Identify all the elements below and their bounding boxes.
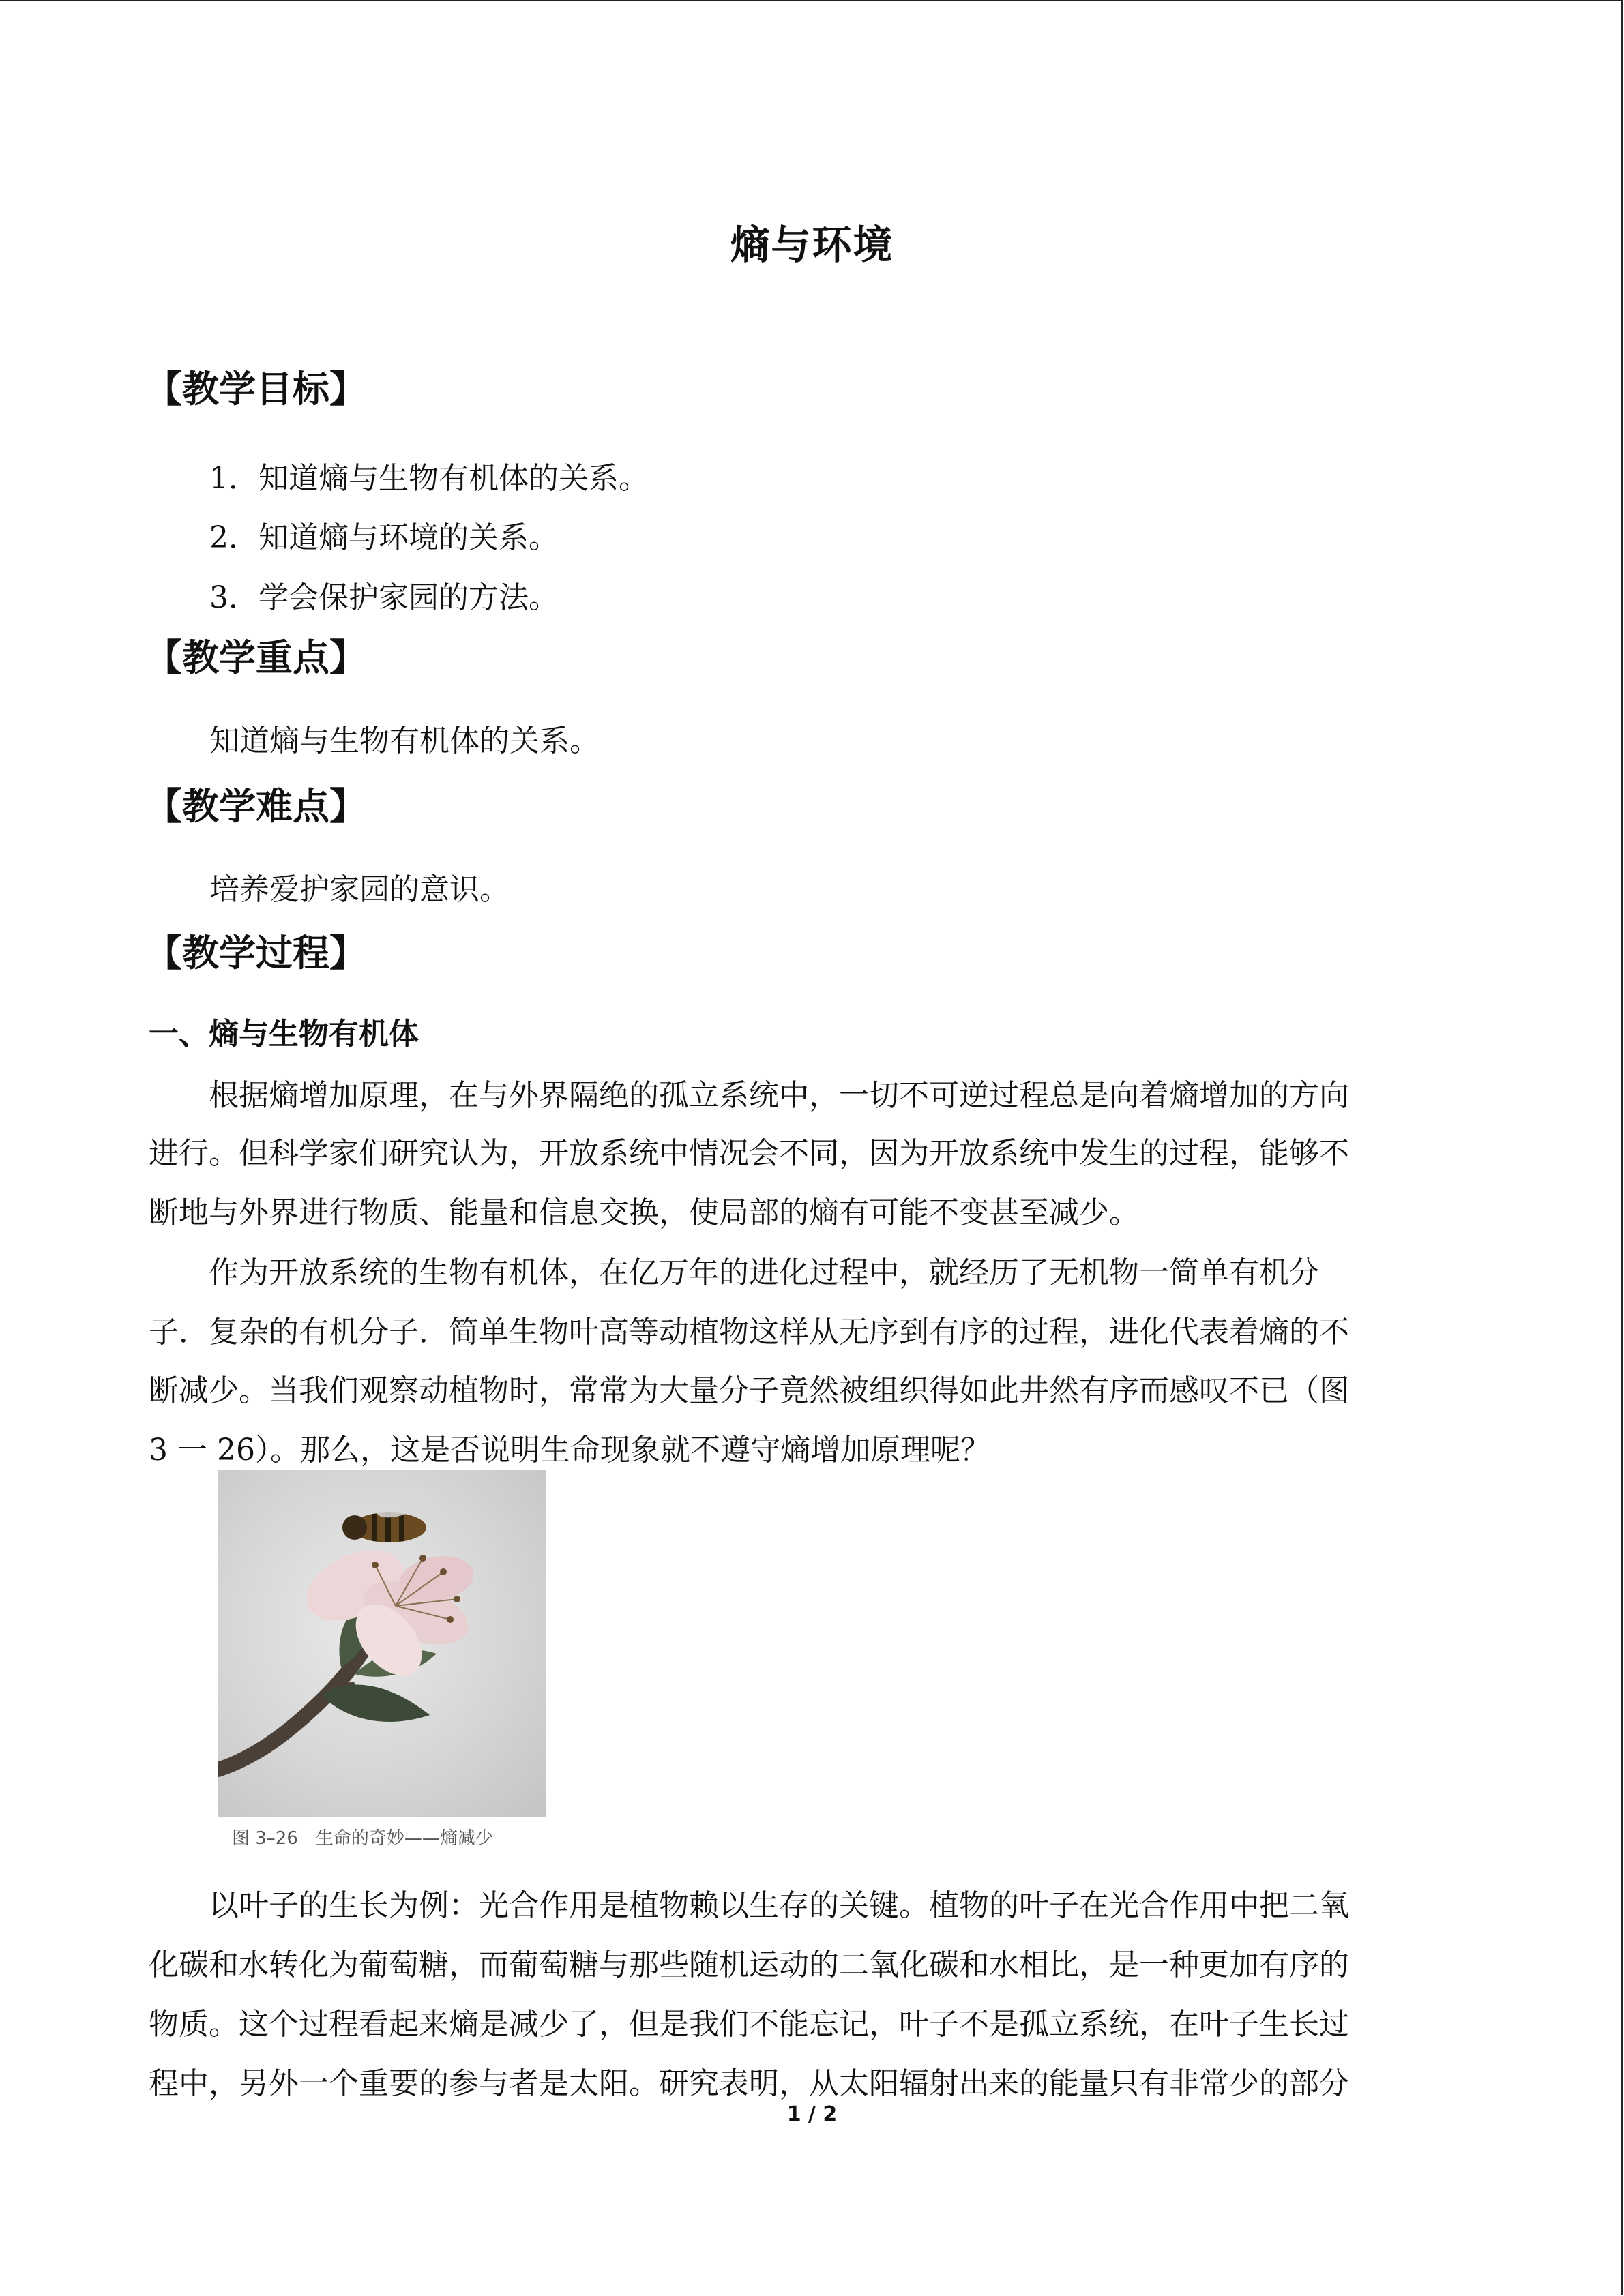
process-heading: 【教学过程】: [145, 931, 366, 974]
paragraph-1-line-1: 根据熵增加原理，在与外界隔绝的孤立系统中，一切不可逆过程总是向着熵增加的方向: [149, 1078, 1349, 1113]
key-point-text: 知道熵与生物有机体的关系。: [209, 724, 600, 758]
paragraph-2-line-4: 3 一 26）。那么，这是否说明生命现象就不遵守熵增加原理呢？: [149, 1433, 990, 1467]
paragraph-3-line-4: 程中，另外一个重要的参与者是太阳。研究表明，从太阳辐射出来的能量只有非常少的部分: [149, 2066, 1349, 2101]
bee-on-flower-image: [218, 1470, 546, 1817]
paragraph-1-line-2: 进行。但科学家们研究认为，开放系统中情况会不同，因为开放系统中发生的过程，能够不: [149, 1136, 1349, 1171]
process-subheading: 一、熵与生物有机体: [149, 1017, 419, 1052]
paragraph-2-line-3: 断减少。当我们观察动植物时，常常为大量分子竟然被组织得如此井然有序而感叹不已（图: [149, 1373, 1349, 1408]
objectives-heading: 【教学目标】: [145, 368, 366, 411]
paragraph-1-line-3: 断地与外界进行物质、能量和信息交换，使局部的熵有可能不变甚至减少。: [149, 1195, 1139, 1230]
difficulty-heading: 【教学难点】: [145, 785, 366, 828]
paragraph-2-line-2: 子．复杂的有机分子．简单生物叶高等动植物这样从无序到有序的过程，进化代表着熵的不: [149, 1315, 1349, 1350]
paragraph-3-line-2: 化碳和水转化为葡萄糖，而葡萄糖与那些随机运动的二氧化碳和水相比，是一种更加有序的: [149, 1948, 1349, 1982]
difficulty-text: 培养爱护家园的意识。: [209, 872, 510, 907]
objective-item-2: 2．知道熵与环境的关系。: [209, 520, 559, 555]
page-number: 1 / 2: [786, 2102, 838, 2126]
objective-item-1: 1．知道熵与生物有机体的关系。: [209, 461, 649, 496]
document-title: 熵与环境: [730, 222, 894, 268]
objective-item-3: 3．学会保护家园的方法。: [209, 580, 559, 615]
figure-caption: 图 3–26 生命的奇妙——熵减少: [232, 1828, 493, 1849]
paragraph-3-line-3: 物质。这个过程看起来熵是减少了，但是我们不能忘记，叶子不是孤立系统，在叶子生长过: [149, 2007, 1349, 2042]
key-point-heading: 【教学重点】: [145, 636, 366, 679]
paragraph-2-line-1: 作为开放系统的生物有机体，在亿万年的进化过程中，就经历了无机物一简单有机分: [149, 1255, 1319, 1290]
paragraph-3-line-1: 以叶子的生长为例：光合作用是植物赖以生存的关键。植物的叶子在光合作用中把二氧: [149, 1888, 1349, 1923]
